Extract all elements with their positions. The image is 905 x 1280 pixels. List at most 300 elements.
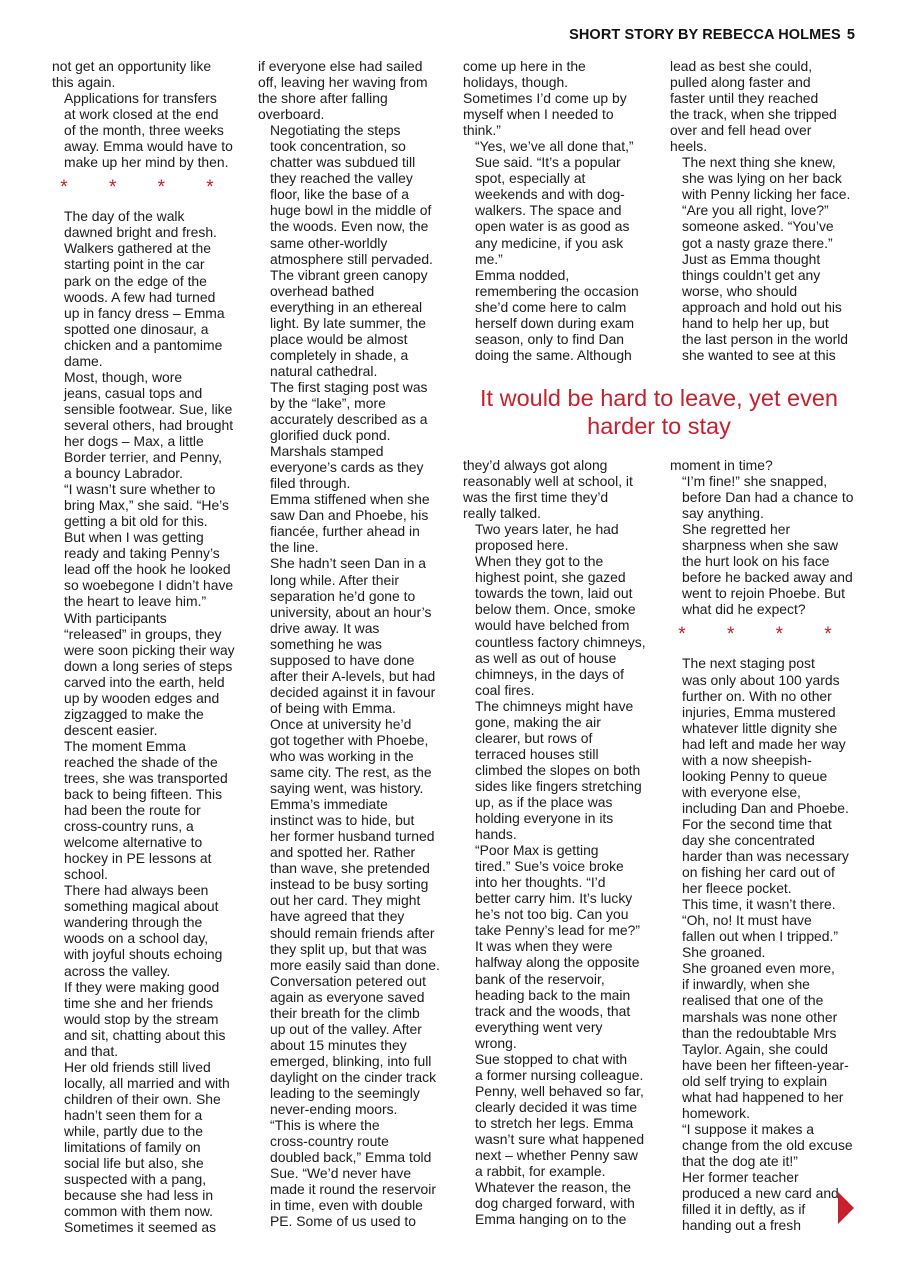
text-line: Walkers gathered at the bbox=[64, 240, 211, 257]
column-3-top bbox=[463, 58, 651, 363]
paragraph bbox=[463, 698, 651, 842]
text-line: jeans, casual tops and bbox=[64, 384, 203, 401]
text-line: below them. Once, smoke bbox=[475, 601, 636, 618]
text-line: carved into the earth, held bbox=[64, 673, 225, 690]
paragraph bbox=[670, 655, 858, 815]
text-line: wrong. bbox=[475, 1034, 517, 1051]
text-line: they’d always got along bbox=[463, 457, 608, 473]
text-line: supposed to have done bbox=[270, 651, 415, 668]
paragraph bbox=[52, 1219, 240, 1235]
text-line: say anything. bbox=[682, 505, 764, 522]
text-line: things couldn’t get any bbox=[682, 266, 821, 283]
column-4-top bbox=[670, 58, 858, 363]
text-line: woods. A few had turned bbox=[64, 288, 216, 305]
text-line: and sit, chatting about this bbox=[64, 1026, 226, 1043]
text-line: bring Max,” she said. “He’s bbox=[64, 497, 229, 514]
text-line: including Dan and Phoebe. bbox=[682, 799, 849, 816]
text-line: The first staging post was bbox=[270, 378, 428, 395]
text-line: She groaned even more, bbox=[682, 960, 835, 977]
text-line: place would be almost bbox=[270, 330, 408, 347]
text-line: in time, even with double bbox=[270, 1197, 423, 1214]
text-line: getting a bit old for this. bbox=[64, 513, 208, 530]
text-line: her former husband turned bbox=[270, 828, 435, 845]
text-line: sensible footwear. Sue, like bbox=[64, 400, 233, 417]
paragraph bbox=[258, 122, 446, 266]
text-line: away. Emma would have to bbox=[64, 138, 233, 155]
text-line: so woebegone I didn’t have bbox=[64, 577, 234, 594]
text-line: across the valley. bbox=[64, 962, 171, 979]
text-line: who was working in the bbox=[270, 748, 414, 765]
text-line: She groaned. bbox=[682, 944, 766, 961]
paragraph bbox=[463, 1051, 651, 1179]
text-line: looking Penny to queue bbox=[682, 767, 828, 784]
text-line: approach and hold out his bbox=[682, 298, 842, 315]
text-line: park on the edge of the bbox=[64, 272, 207, 289]
text-line: suspected with a pang, bbox=[64, 1171, 207, 1188]
text-line: took concentration, so bbox=[270, 138, 406, 155]
text-line: about 15 minutes they bbox=[270, 1036, 407, 1053]
text-line: the line. bbox=[270, 539, 319, 556]
header-title: SHORT STORY BY REBECCA HOLMES bbox=[569, 27, 841, 43]
paragraph bbox=[463, 521, 651, 553]
text-line: marshals was none other bbox=[682, 1008, 838, 1025]
text-line: wandering through the bbox=[64, 914, 203, 931]
text-line: doing the same. Although bbox=[475, 346, 632, 363]
text-line: saying went, was history. bbox=[270, 780, 424, 797]
text-line: she was lying on her back bbox=[682, 170, 842, 187]
paragraph bbox=[463, 1179, 651, 1227]
text-line: with everyone else, bbox=[682, 783, 801, 800]
text-line: the shore after falling bbox=[258, 90, 388, 107]
text-line: “I suppose it makes a bbox=[682, 1120, 815, 1137]
text-line: not get an opportunity like bbox=[52, 58, 212, 74]
text-line: filed through. bbox=[270, 475, 351, 492]
text-line: university, about an hour’s bbox=[270, 603, 432, 620]
text-line: Her former teacher bbox=[682, 1168, 799, 1185]
text-line: with joyful shouts echoing bbox=[64, 946, 223, 963]
text-line: starting point in the car bbox=[64, 256, 205, 273]
text-line: “I wasn’t sure whether to bbox=[64, 481, 216, 498]
text-line: really talked. bbox=[463, 505, 541, 522]
text-line: towards the town, laid out bbox=[475, 585, 633, 602]
text-line: “I’m fine!” she snapped, bbox=[682, 473, 828, 490]
text-line: climbed the slopes on both bbox=[475, 761, 641, 778]
text-line: a bouncy Labrador. bbox=[64, 465, 183, 482]
paragraph bbox=[52, 481, 240, 609]
text-line: Marshals stamped bbox=[270, 443, 384, 460]
paragraph bbox=[670, 154, 858, 202]
paragraph bbox=[52, 1059, 240, 1219]
text-line: up by wooden edges and bbox=[64, 689, 220, 706]
text-line: better carry him. It’s lucky bbox=[475, 890, 633, 907]
text-line: would stop by the stream bbox=[64, 1010, 219, 1027]
text-line: got a nasty graze there.” bbox=[682, 234, 833, 251]
text-line: whatever little dignity she bbox=[682, 719, 838, 736]
text-line: ready and taking Penny’s bbox=[64, 545, 220, 562]
text-line: “released” in groups, they bbox=[64, 625, 222, 642]
paragraph bbox=[670, 1169, 858, 1233]
text-line: overhead bathed bbox=[270, 282, 375, 299]
paragraph bbox=[670, 1121, 858, 1169]
text-line: everyone’s cards as they bbox=[270, 459, 424, 476]
text-line: again as everyone saved bbox=[270, 988, 425, 1005]
text-line: reasonably well at school, it bbox=[463, 473, 633, 490]
paragraph bbox=[670, 912, 858, 960]
text-line: any medicine, if you ask bbox=[475, 234, 624, 251]
text-line: hands. bbox=[475, 826, 517, 843]
text-line: spot, especially at bbox=[475, 170, 586, 187]
text-line: cross-country runs, a bbox=[64, 818, 194, 835]
text-line: fiancée, further ahead in bbox=[270, 523, 420, 540]
text-line: long while. After their bbox=[270, 571, 399, 588]
paragraph bbox=[463, 938, 651, 1050]
section-break-stars: * * * * bbox=[678, 624, 850, 646]
text-line: proposed here. bbox=[475, 537, 569, 554]
text-line: holding everyone in its bbox=[475, 810, 614, 827]
paragraph bbox=[463, 842, 651, 938]
text-line: if inwardly, when she bbox=[682, 976, 810, 993]
text-line: halfway along the opposite bbox=[475, 954, 640, 971]
text-line: Taylor. Again, she could bbox=[682, 1040, 828, 1057]
text-line: everything went very bbox=[475, 1018, 603, 1035]
text-line: the woods. Even now, the bbox=[270, 218, 429, 235]
text-line: me.” bbox=[475, 250, 503, 267]
text-line: doubled back,” Emma told bbox=[270, 1149, 432, 1166]
column-1 bbox=[52, 58, 240, 1235]
text-line: emerged, blinking, into full bbox=[270, 1052, 432, 1069]
text-line: the last person in the world bbox=[682, 330, 849, 347]
text-line: should remain friends after bbox=[270, 924, 435, 941]
text-line: fallen out when I tripped.” bbox=[682, 928, 838, 945]
text-line: her dogs – Max, a little bbox=[64, 432, 204, 449]
paragraph bbox=[258, 267, 446, 379]
text-line: have been her fifteen-year- bbox=[682, 1056, 849, 1073]
text-line: dog charged forward, with bbox=[475, 1195, 635, 1212]
text-line: Negotiating the steps bbox=[270, 122, 401, 139]
text-line: hand to help her up, but bbox=[682, 314, 829, 331]
text-line: clearly decided it was time bbox=[475, 1098, 638, 1115]
text-line: was only about 100 yards bbox=[682, 671, 840, 688]
text-line: think.” bbox=[463, 122, 501, 139]
pull-quote bbox=[460, 384, 858, 440]
paragraph bbox=[463, 58, 651, 138]
paragraph bbox=[670, 896, 858, 912]
text-line: overboard. bbox=[258, 106, 325, 123]
text-line: decided against it in favour bbox=[270, 683, 436, 700]
text-line: When they got to the bbox=[475, 553, 604, 570]
text-line: harder than was necessary bbox=[682, 848, 849, 865]
page-number: 5 bbox=[846, 27, 855, 43]
text-line: off, leaving her waving from bbox=[258, 74, 428, 91]
text-line: The day of the walk bbox=[64, 208, 185, 225]
paragraph bbox=[258, 973, 446, 1117]
text-line: spotted one dinosaur, a bbox=[64, 320, 209, 337]
text-line: Sometimes it seemed as bbox=[64, 1219, 217, 1236]
paragraph bbox=[670, 473, 858, 521]
text-line: If they were making good bbox=[64, 978, 220, 995]
text-line: huge bowl in the middle of bbox=[270, 202, 432, 219]
pull-quote-line: harder to stay bbox=[587, 413, 731, 439]
text-line: terraced houses still bbox=[475, 745, 599, 762]
text-line: natural cathedral. bbox=[270, 362, 378, 379]
text-line: next – whether Penny saw bbox=[475, 1147, 638, 1164]
text-line: realised that one of the bbox=[682, 992, 824, 1009]
text-line: worse, who should bbox=[682, 282, 798, 299]
text-line: locally, all married and with bbox=[64, 1074, 230, 1091]
text-line: were soon picking their way bbox=[64, 641, 235, 658]
text-line: accurately described as a bbox=[270, 411, 428, 428]
text-line: limitations of family on bbox=[64, 1139, 201, 1156]
text-line: She hadn’t seen Dan in a bbox=[270, 555, 426, 572]
text-line: Emma hanging on to the bbox=[475, 1211, 627, 1228]
text-line: something magical about bbox=[64, 898, 219, 915]
text-line: tired.” Sue’s voice broke bbox=[475, 858, 624, 875]
red-right-triangle-icon bbox=[838, 1192, 854, 1224]
text-line: by the “lake”, more bbox=[270, 394, 386, 411]
text-line: school. bbox=[64, 866, 109, 883]
text-line: remembering the occasion bbox=[475, 282, 639, 299]
text-line: before he backed away and bbox=[682, 569, 853, 586]
text-line: Sometimes I’d come up by bbox=[463, 90, 627, 107]
text-line: have agreed that they bbox=[270, 908, 405, 925]
text-line: welcome alternative to bbox=[64, 834, 203, 851]
text-line: “Oh, no! It must have bbox=[682, 912, 812, 929]
text-line: children of their own. She bbox=[64, 1090, 221, 1107]
running-header bbox=[569, 27, 855, 43]
text-line: over and fell head over bbox=[670, 122, 812, 139]
text-line: filled it in deftly, as if bbox=[682, 1201, 806, 1218]
text-line: lead as best she could, bbox=[670, 58, 813, 74]
text-line: drive away. It was bbox=[270, 619, 380, 636]
text-line: Two years later, he had bbox=[475, 521, 619, 538]
text-line: this again. bbox=[52, 74, 116, 91]
text-line: everything in an ethereal bbox=[270, 298, 423, 315]
paragraph bbox=[258, 555, 446, 715]
text-line: back to being fifteen. This bbox=[64, 786, 223, 803]
text-line: countless factory chimneys, bbox=[475, 633, 646, 650]
paragraph bbox=[258, 716, 446, 796]
text-line: It was when they were bbox=[475, 938, 613, 955]
text-line: down a long series of steps bbox=[64, 657, 233, 674]
text-line: track and the woods, that bbox=[475, 1002, 631, 1019]
paragraph bbox=[258, 58, 446, 122]
text-line: Sue. “We’d never have bbox=[270, 1165, 412, 1182]
paragraph bbox=[258, 796, 446, 973]
text-line: cross-country route bbox=[270, 1133, 389, 1150]
text-line: and spotted her. Rather bbox=[270, 844, 416, 861]
text-line: after their A-levels, but had bbox=[270, 667, 436, 684]
text-line: “This is where the bbox=[270, 1117, 380, 1134]
text-line: chatter was subdued till bbox=[270, 154, 416, 171]
text-line: clearer, but rows of bbox=[475, 729, 593, 746]
text-line: season, only to find Dan bbox=[475, 330, 625, 347]
text-line: The moment Emma bbox=[64, 737, 186, 754]
paragraph bbox=[463, 267, 651, 363]
paragraph bbox=[52, 369, 240, 481]
text-line: Applications for transfers bbox=[64, 90, 217, 107]
text-line: the track, when she tripped bbox=[670, 106, 837, 123]
text-line: her fleece pocket. bbox=[682, 880, 792, 897]
text-line: sharpness when she saw bbox=[682, 537, 838, 554]
text-line: But when I was getting bbox=[64, 529, 204, 546]
text-line: was the first time they’d bbox=[463, 489, 609, 506]
text-line: before Dan had a chance to bbox=[682, 489, 854, 506]
text-line: sides like fingers stretching bbox=[475, 777, 642, 794]
paragraph bbox=[52, 979, 240, 1059]
text-line: more easily said than done. bbox=[270, 956, 440, 973]
column-2 bbox=[258, 58, 446, 1229]
pull-quote-line: It would be hard to leave, yet even bbox=[480, 385, 838, 411]
text-line: heading back to the main bbox=[475, 986, 631, 1003]
text-line: on fishing her card out of bbox=[682, 864, 835, 881]
text-line: herself down during exam bbox=[475, 314, 635, 331]
text-line: make up her mind by then. bbox=[64, 154, 229, 171]
text-line: weekends and with dog- bbox=[475, 186, 625, 203]
text-line: hockey in PE lessons at bbox=[64, 850, 212, 867]
text-line: bank of the reservoir, bbox=[475, 970, 605, 987]
text-line: what had happened to her bbox=[682, 1088, 844, 1105]
text-line: saw Dan and Phoebe, his bbox=[270, 507, 429, 524]
text-line: same other-worldly bbox=[270, 234, 388, 251]
text-line: she’d come here to calm bbox=[475, 298, 627, 315]
text-line: they split up, but that was bbox=[270, 940, 427, 957]
text-line: Sue said. “It’s a popular bbox=[475, 154, 621, 171]
text-line: out her card. They might bbox=[270, 892, 421, 909]
text-line: walkers. The space and bbox=[475, 202, 622, 219]
text-line: time she and her friends bbox=[64, 994, 214, 1011]
text-line: dawned bright and fresh. bbox=[64, 224, 217, 241]
text-line: Emma stiffened when she bbox=[270, 491, 430, 508]
text-line: “Are you all right, love?” bbox=[682, 202, 829, 219]
text-line: trees, she was transported bbox=[64, 769, 228, 786]
text-line: Border terrier, and Penny, bbox=[64, 449, 223, 466]
text-line: Just as Emma thought bbox=[682, 250, 821, 267]
text-line: Emma nodded, bbox=[475, 266, 570, 283]
column-4-bottom bbox=[670, 457, 858, 1233]
text-line: This time, it wasn’t there. bbox=[682, 896, 836, 913]
text-line: Most, though, wore bbox=[64, 368, 183, 385]
text-line: she wanted to see at this bbox=[682, 346, 836, 363]
paragraph bbox=[52, 208, 240, 368]
text-line: went to rejoin Phoebe. But bbox=[682, 585, 845, 602]
text-line: The vibrant green canopy bbox=[270, 266, 428, 283]
text-line: the hurt look on his face bbox=[682, 553, 830, 570]
text-line: several others, had brought bbox=[64, 416, 234, 433]
text-line: up, as if the place was bbox=[475, 793, 613, 810]
text-line: and that. bbox=[64, 1042, 119, 1059]
text-line: social life but also, she bbox=[64, 1155, 204, 1172]
text-line: reached the shade of the bbox=[64, 753, 218, 770]
paragraph bbox=[52, 90, 240, 170]
text-line: For the second time that bbox=[682, 815, 832, 832]
text-line: change from the old excuse bbox=[682, 1136, 853, 1153]
paragraph bbox=[258, 379, 446, 491]
text-line: daylight on the cinder track bbox=[270, 1068, 437, 1085]
text-line: lead off the hook he looked bbox=[64, 561, 231, 578]
text-line: light. By late summer, the bbox=[270, 314, 426, 331]
text-line: wasn’t sure what happened bbox=[475, 1130, 645, 1147]
text-line: hadn’t seen them for a bbox=[64, 1106, 203, 1123]
text-line: than wave, she pretended bbox=[270, 860, 430, 877]
paragraph bbox=[52, 610, 240, 738]
text-line: myself when I needed to bbox=[463, 106, 614, 123]
text-line: at work closed at the end bbox=[64, 106, 219, 123]
text-line: floor, like the base of a bbox=[270, 186, 409, 203]
paragraph bbox=[52, 738, 240, 882]
text-line: With participants bbox=[64, 609, 167, 626]
text-line: as well as out of house bbox=[475, 649, 617, 666]
text-line: handing out a fresh bbox=[682, 1217, 801, 1234]
text-line: chimneys, in the days of bbox=[475, 665, 625, 682]
text-line: leading to the seemingly bbox=[270, 1085, 420, 1101]
text-line: chicken and a pantomime bbox=[64, 336, 223, 353]
text-line: up out of the valley. After bbox=[270, 1020, 422, 1037]
text-line: someone asked. “You’ve bbox=[682, 218, 834, 235]
text-line: up in fancy dress – Emma bbox=[64, 304, 225, 321]
text-line: because she had less in bbox=[64, 1187, 214, 1204]
text-line: same city. The rest, as the bbox=[270, 764, 432, 781]
column-3-bottom bbox=[463, 457, 651, 1227]
text-line: had left and made her way bbox=[682, 735, 846, 752]
text-line: injuries, Emma mustered bbox=[682, 703, 836, 720]
text-line: he’s not too big. Can you bbox=[475, 906, 629, 923]
text-line: they reached the valley bbox=[270, 170, 413, 187]
paragraph bbox=[258, 1117, 446, 1229]
text-line: She regretted her bbox=[682, 521, 791, 538]
text-line: would have belched from bbox=[475, 617, 630, 634]
text-line: day she concentrated bbox=[682, 831, 815, 848]
text-line: PE. Some of us used to bbox=[270, 1213, 416, 1230]
text-line: the heart to leave him.” bbox=[64, 593, 207, 610]
text-line: with a now sheepish- bbox=[682, 751, 812, 768]
text-line: Whatever the reason, the bbox=[475, 1179, 631, 1196]
text-line: while, partly due to the bbox=[64, 1123, 203, 1139]
text-line: homework. bbox=[682, 1104, 750, 1121]
text-line: a former nursing colleague. bbox=[475, 1066, 644, 1083]
text-line: old self trying to explain bbox=[682, 1072, 828, 1089]
text-line: There had always been bbox=[64, 882, 209, 899]
text-line: if everyone else had sailed bbox=[258, 58, 423, 74]
text-line: woods on a school day, bbox=[64, 930, 209, 947]
text-line: heels. bbox=[670, 138, 708, 155]
text-line: take Penny’s lead for me?” bbox=[475, 922, 640, 939]
text-line: glorified duck pond. bbox=[270, 427, 391, 444]
text-line: Emma’s immediate bbox=[270, 796, 388, 813]
text-line: The next staging post bbox=[682, 655, 815, 672]
text-line: descent easier. bbox=[64, 721, 158, 738]
text-line: completely in shade, a bbox=[270, 346, 409, 363]
text-line: of being with Emma. bbox=[270, 699, 396, 716]
text-line: Conversation petered out bbox=[270, 972, 426, 989]
section-break-stars: * * * * bbox=[60, 177, 232, 199]
text-line: gone, making the air bbox=[475, 713, 601, 730]
paragraph bbox=[258, 491, 446, 555]
text-line: to stretch her legs. Emma bbox=[475, 1114, 634, 1131]
text-line: The next thing she knew, bbox=[682, 154, 836, 171]
text-line: Sue stopped to chat with bbox=[475, 1050, 628, 1067]
text-line: into her thoughts. “I’d bbox=[475, 874, 606, 891]
text-line: highest point, she gazed bbox=[475, 569, 626, 586]
text-line: got together with Phoebe, bbox=[270, 731, 429, 748]
text-line: Once at university he’d bbox=[270, 715, 412, 732]
text-line: never-ending moors. bbox=[270, 1101, 398, 1118]
paragraph bbox=[463, 457, 651, 521]
text-line: something he was bbox=[270, 635, 382, 652]
text-line: what did he expect? bbox=[682, 601, 806, 618]
text-line: with Penny licking her face. bbox=[682, 186, 851, 203]
text-line: atmosphere still pervaded. bbox=[270, 250, 433, 267]
paragraph bbox=[670, 251, 858, 363]
